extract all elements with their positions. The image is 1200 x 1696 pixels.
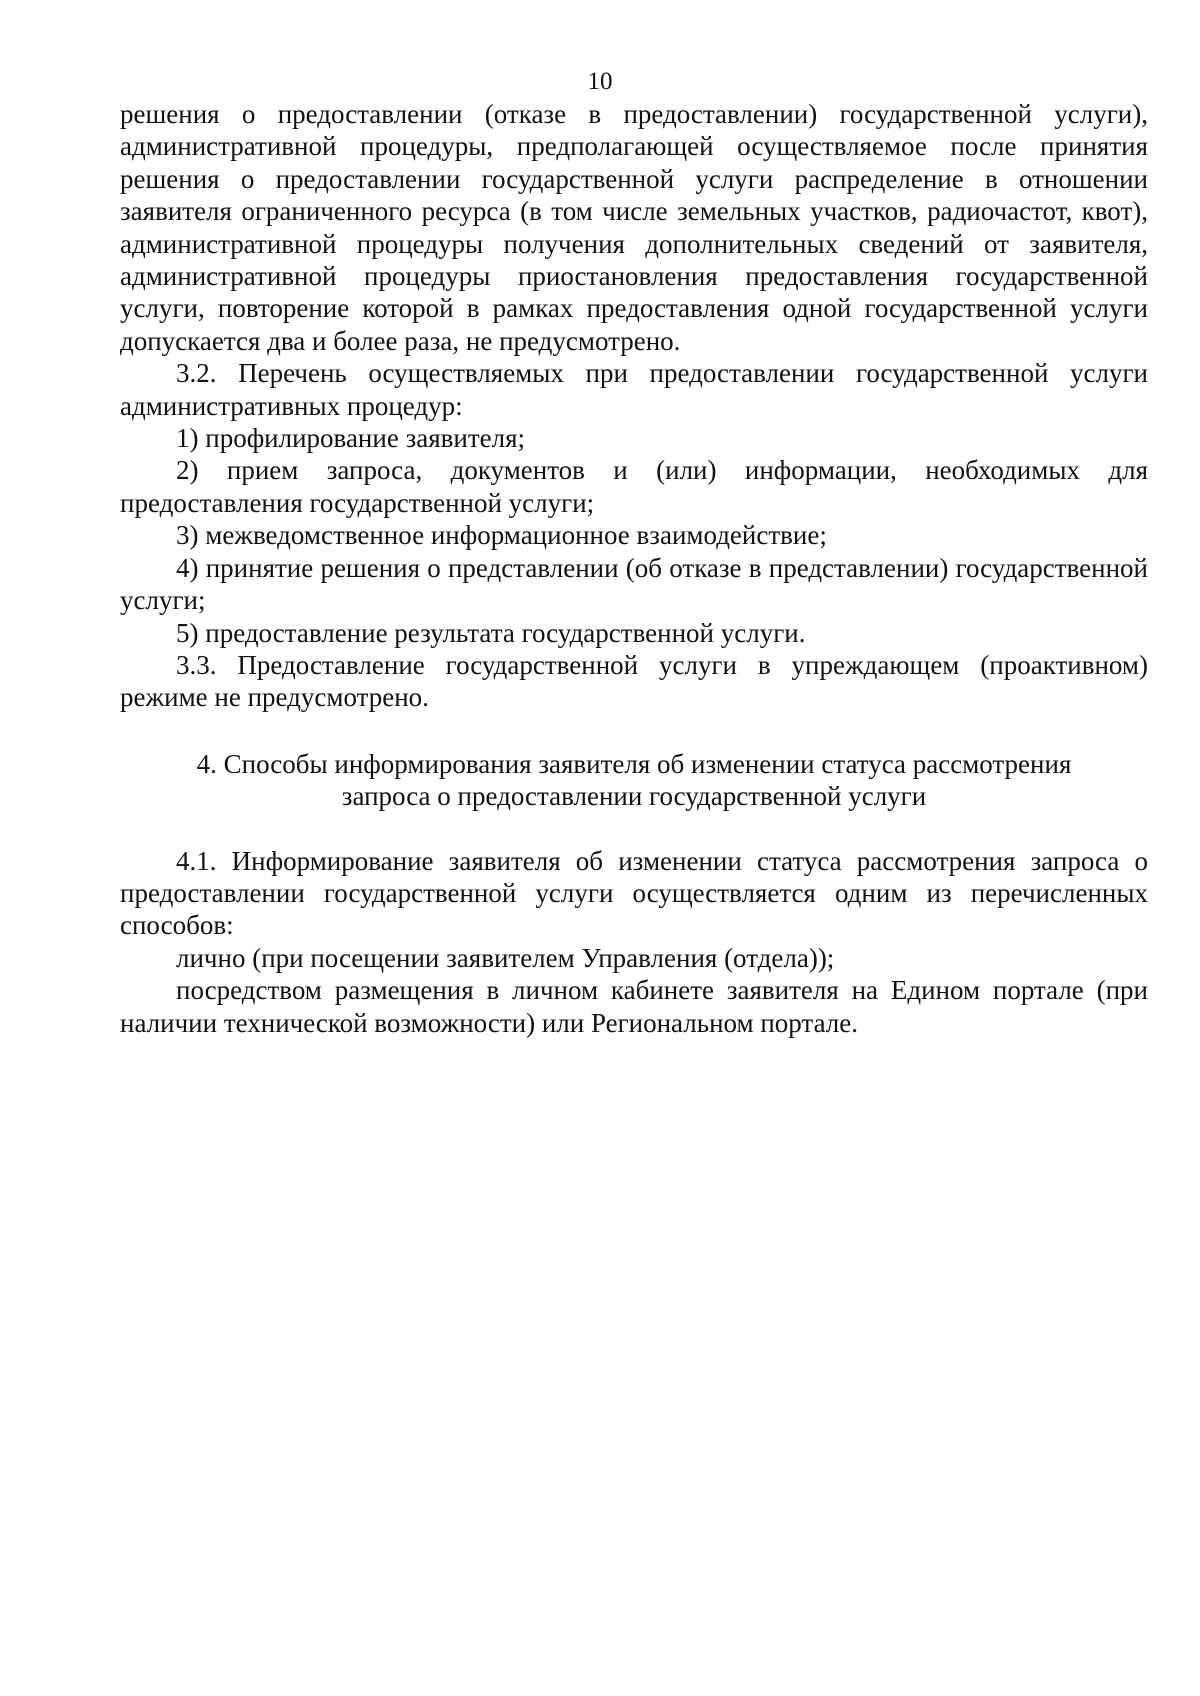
list-item-3: 3) межведомственное информационное взаимодействие;	[176, 520, 827, 551]
section-4-heading-line-2: запроса о предоставлении государственной услуги	[341, 781, 927, 812]
method-personal-account: посредством размещения в личном кабинете заявителя на Едином портале (при наличии технической возможности) или Региональном портале.	[120, 975, 1148, 1038]
page-number: 10	[587, 68, 613, 95]
list-item-2: 2) прием запроса, документов и (или) информации, необходимых для предоставления государственной услуги;	[120, 455, 1148, 518]
paragraph-continuation: решения о предоставлении (отказе в предоставлении) государственной услуги), административной процедуры, предполагающей осуществляемое после принятия решения о предоставлении государственной услуги распределение в отношении заявителя ограниченного ресурса (в том числе земельных участков, радиочастот, квот), административной процедуры получения дополнительных сведений от заявителя, административной процедуры приостановления предоставления государственной услуги, повторение которой в рамках предоставления одной государственной услуги допускается два и более раза, не предусмотрено.	[120, 99, 1148, 356]
list-item-5: 5) предоставление результата государственной услуги.	[176, 617, 806, 648]
paragraph-3-3: 3.3. Предоставление государственной услуги в упреждающем (проактивном) режиме не предусмотрено.	[120, 649, 1148, 713]
list-item-4: 4) принятие решения о представлении (об отказе в представлении) государственной услуги;	[120, 552, 1148, 616]
list-item-1: 1) профилирование заявителя;	[176, 423, 526, 454]
section-4-heading	[120, 748, 1148, 813]
paragraph-3-2: 3.2. Перечень осуществляемых при предоставлении государственной услуги административных процедур:	[120, 358, 1148, 421]
section-4-heading-line-1: 4. Способы информирования заявителя об изменении статуса рассмотрения	[196, 748, 1072, 779]
paragraph-4-1: 4.1. Информирование заявителя об изменении статуса рассмотрения запроса о предоставлении государственной услуги осуществляется одним из перечисленных способов:	[120, 845, 1148, 941]
method-in-person: лично (при посещении заявителем Управления (отдела));	[176, 942, 835, 973]
document-body	[120, 98, 1148, 1039]
